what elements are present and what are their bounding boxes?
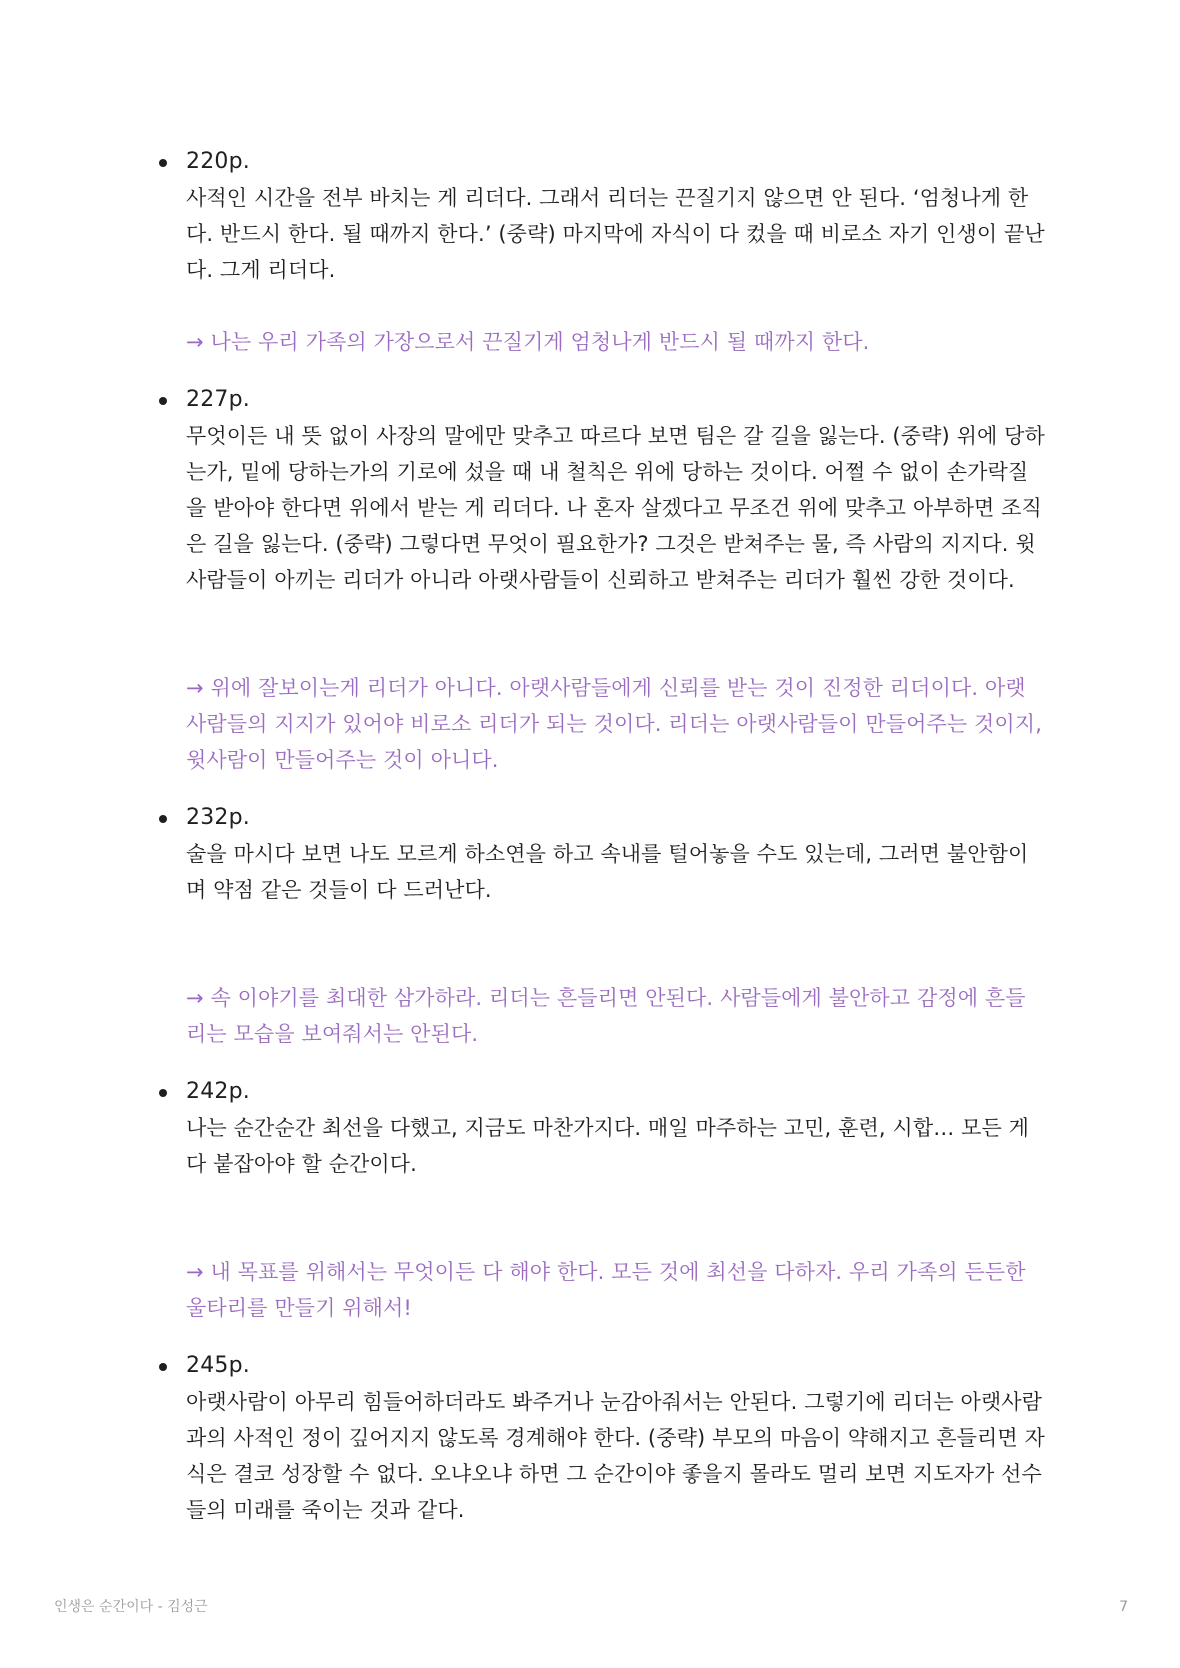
page-reference: 220p. <box>186 149 250 174</box>
reflection-note: → 위에 잘보이는게 리더가 아니다. 아랫사람들에게 신뢰를 받는 것이 진정한 리더이다. 아랫사람들의 지지가 있어야 비로소 리더가 되는 것이다. 리더는 아랫사람들이 만들어주는 것이지, 윗사람이 만들어주는 것이 아니다. <box>186 676 1042 772</box>
page-reference: 245p. <box>186 1353 250 1378</box>
list-item <box>186 1074 1046 1326</box>
footer-book-title: 인생은 순간이다 - 김성근 <box>54 1599 208 1615</box>
reflection-note: → 속 이야기를 최대한 삼가하라. 리더는 흔들리면 안된다. 사람들에게 불안하고 감정에 흔들리는 모습을 보여줘서는 안된다. <box>186 986 1026 1046</box>
quote-text: 사적인 시간을 전부 바치는 게 리더다. 그래서 리더는 끈질기지 않으면 안 된다. ‘엄청나게 한다. 반드시 한다. 될 때까지 한다.’ (중략) 마지막에 자식이 다 컸을 때 비로소 자기 인생이 끝난다. 그게 리더다. <box>186 186 1045 282</box>
list-item <box>186 382 1046 778</box>
bullet-point <box>159 1089 167 1097</box>
reflection-note: → 나는 우리 가족의 가장으로서 끈질기게 엄청나게 반드시 될 때까지 한다. <box>186 330 870 354</box>
bullet-point <box>159 397 167 405</box>
list-item <box>186 144 1046 360</box>
quote-text: 술을 마시다 보면 나도 모르게 하소연을 하고 속내를 털어놓을 수도 있는데, 그러면 불안함이며 약점 같은 것들이 다 드러난다. <box>186 842 1029 902</box>
bullet-point <box>159 1363 167 1371</box>
quote-list <box>186 144 1046 1550</box>
list-item <box>186 1348 1046 1528</box>
bullet-point <box>159 159 167 167</box>
bullet-point <box>159 815 167 823</box>
reflection-note: → 내 목표를 위해서는 무엇이든 다 해야 한다. 모든 것에 최선을 다하자. 우리 가족의 든든한 울타리를 만들기 위해서! <box>186 1260 1026 1320</box>
list-item <box>186 800 1046 1052</box>
page-reference: 232p. <box>186 805 250 830</box>
page-reference: 227p. <box>186 387 250 412</box>
quote-text: 아랫사람이 아무리 힘들어하더라도 봐주거나 눈감아줘서는 안된다. 그렇기에 리더는 아랫사람과의 사적인 정이 깊어지지 않도록 경계해야 한다. (중략) 부모의 마음이 약해지고 흔들리면 자식은 결코 성장할 수 없다. 오냐오냐 하면 그 순간이야 좋을지 몰라도 멀리 보면 지도자가 선수들의 미래를 죽이는 것과 같다. <box>186 1390 1045 1522</box>
footer-page-number: 7 <box>1119 1599 1128 1615</box>
quote-text: 무엇이든 내 뜻 없이 사장의 말에만 맞추고 따르다 보면 팀은 갈 길을 잃는다. (중략) 위에 당하는가, 밑에 당하는가의 기로에 섰을 때 내 철칙은 위에 당하는 것이다. 어쩔 수 없이 손가락질을 받아야 한다면 위에서 받는 게 리더다. 나 혼자 살겠다고 무조건 위에 맞추고 아부하면 조직은 길을 잃는다. (중략) 그렇다면 무엇이 필요한가? 그것은 받쳐주는 물, 즉 사람의 지지다. 윗사람들이 아끼는 리더가 아니라 아랫사람들이 신뢰하고 받쳐주는 리더가 훨씬 강한 것이다. <box>186 424 1045 592</box>
quote-text: 나는 순간순간 최선을 다했고, 지금도 마찬가지다. 매일 마주하는 고민, 훈련, 시합… 모든 게 다 붙잡아야 할 순간이다. <box>186 1116 1030 1176</box>
page-reference: 242p. <box>186 1079 250 1104</box>
